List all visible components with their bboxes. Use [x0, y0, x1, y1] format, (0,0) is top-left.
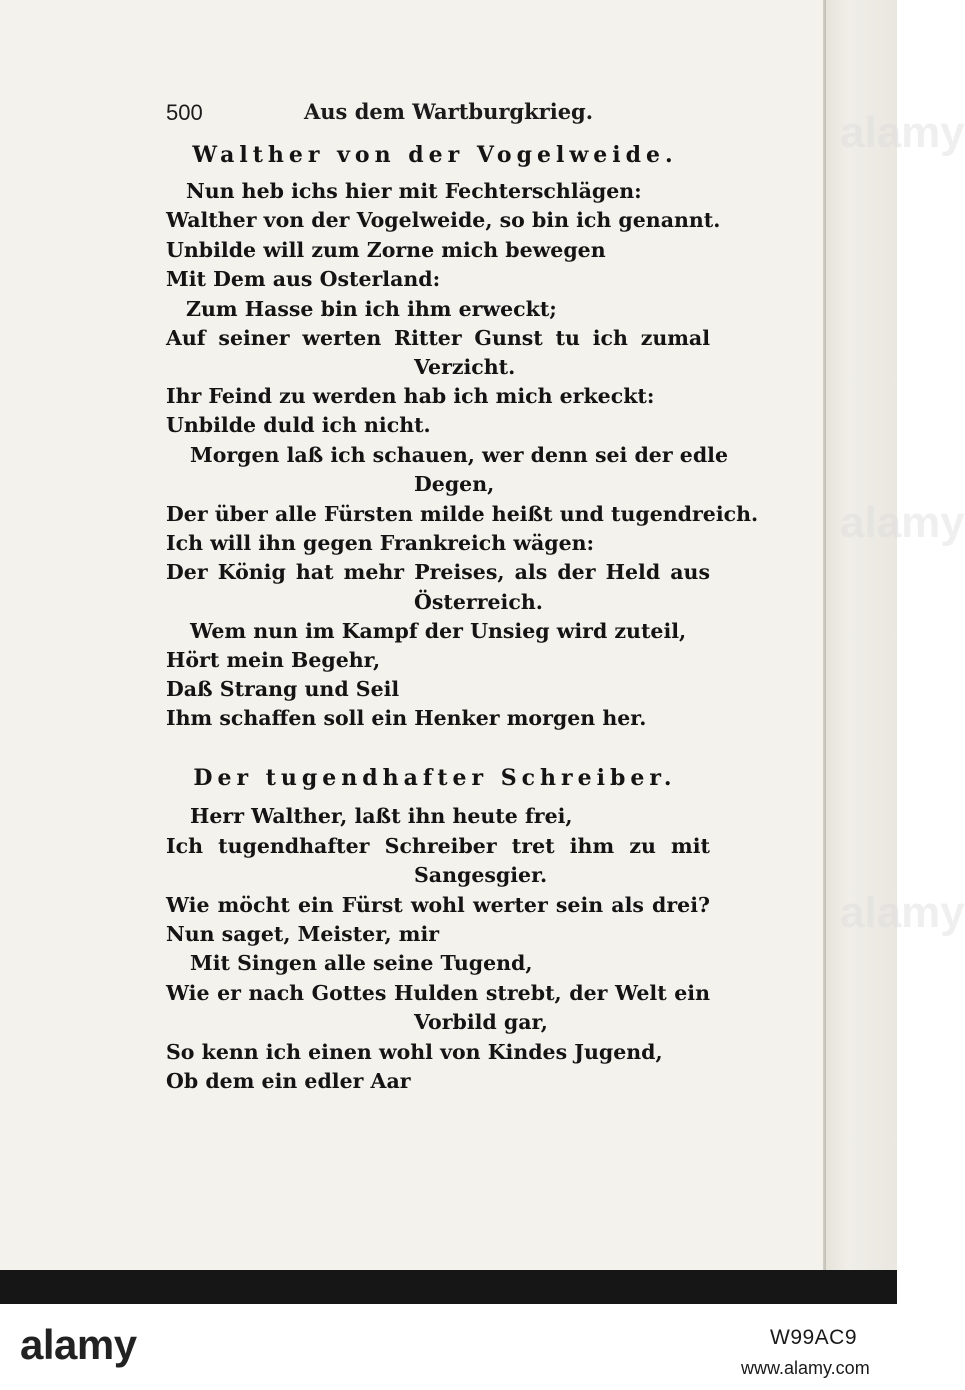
poem-line: Der König hat mehr Preises, als der Held aus	[166, 560, 710, 584]
book-gutter	[826, 0, 897, 1270]
alamy-logo: alamy	[20, 1321, 137, 1368]
poem-line: Unbilde duld ich nicht.	[166, 413, 431, 437]
section-title-walther: Walther von der Vogelweide.	[192, 142, 678, 168]
poem-line: Morgen laß ich schauen, wer denn sei der edle	[190, 443, 728, 467]
poem-line: Zum Hasse bin ich ihm erweckt;	[186, 297, 557, 321]
image-id: W99AC9	[770, 1326, 858, 1349]
watermark-side-2: alamy	[840, 498, 965, 547]
poem-line: Sangesgier.	[414, 863, 548, 887]
poem-line: Ob dem ein edler Aar	[166, 1069, 411, 1093]
poem-line: Wie möcht ein Fürst wohl werter sein als drei?	[166, 893, 710, 917]
poem-line: Ich will ihn gegen Frankreich wägen:	[166, 531, 595, 555]
page-number: 500	[166, 100, 203, 125]
poem-line: Ihm schaffen soll ein Henker morgen her.	[166, 706, 647, 730]
watermark-side-3: alamy	[840, 888, 965, 937]
poem-line: Auf seiner werten Ritter Gunst tu ich zumal	[166, 326, 710, 350]
poem-line: Mit Singen alle seine Tugend,	[190, 951, 533, 975]
poem-line: Der über alle Fürsten milde heißt und tugendreich.	[166, 502, 759, 526]
poem-line: Vorbild gar,	[414, 1010, 548, 1034]
poem-line: So kenn ich einen wohl von Kindes Jugend,	[166, 1040, 663, 1064]
poem-line: Nun saget, Meister, mir	[166, 922, 440, 946]
poem-line: Ihr Feind zu werden hab ich mich erkeckt:	[166, 384, 655, 408]
poem-line: Verzicht.	[414, 355, 516, 379]
poem-line: Wie er nach Gottes Hulden strebt, der Welt ein	[166, 981, 710, 1005]
poem-line: Unbilde will zum Zorne mich bewegen	[166, 238, 606, 262]
poem-line: Mit Dem aus Osterland:	[166, 267, 441, 291]
poem-line: Herr Walther, laßt ihn heute frei,	[190, 804, 573, 828]
site-domain: www.alamy.com	[741, 1358, 870, 1378]
poem-line: Hört mein Begehr,	[166, 648, 381, 672]
poem-line: Walther von der Vogelweide, so bin ich genannt.	[166, 208, 721, 232]
section-title-schreiber: Der tugendhafter Schreiber.	[193, 765, 677, 791]
poem-line: Ich tugendhafter Schreiber tret ihm zu mit	[166, 834, 710, 858]
poem-line: Daß Strang und Seil	[166, 677, 400, 701]
poem-line: Nun heb ichs hier mit Fechterschlägen:	[186, 179, 642, 203]
watermark-side-1: alamy	[840, 108, 965, 157]
poem-line: Österreich.	[414, 590, 543, 614]
poem-line: Wem nun im Kampf der Unsieg wird zuteil,	[190, 619, 687, 643]
running-title: Aus dem Wartburgkrieg.	[304, 99, 594, 124]
poem-line: Degen,	[414, 472, 495, 496]
running-head	[166, 100, 726, 130]
scan-bottom-edge	[0, 1270, 897, 1304]
